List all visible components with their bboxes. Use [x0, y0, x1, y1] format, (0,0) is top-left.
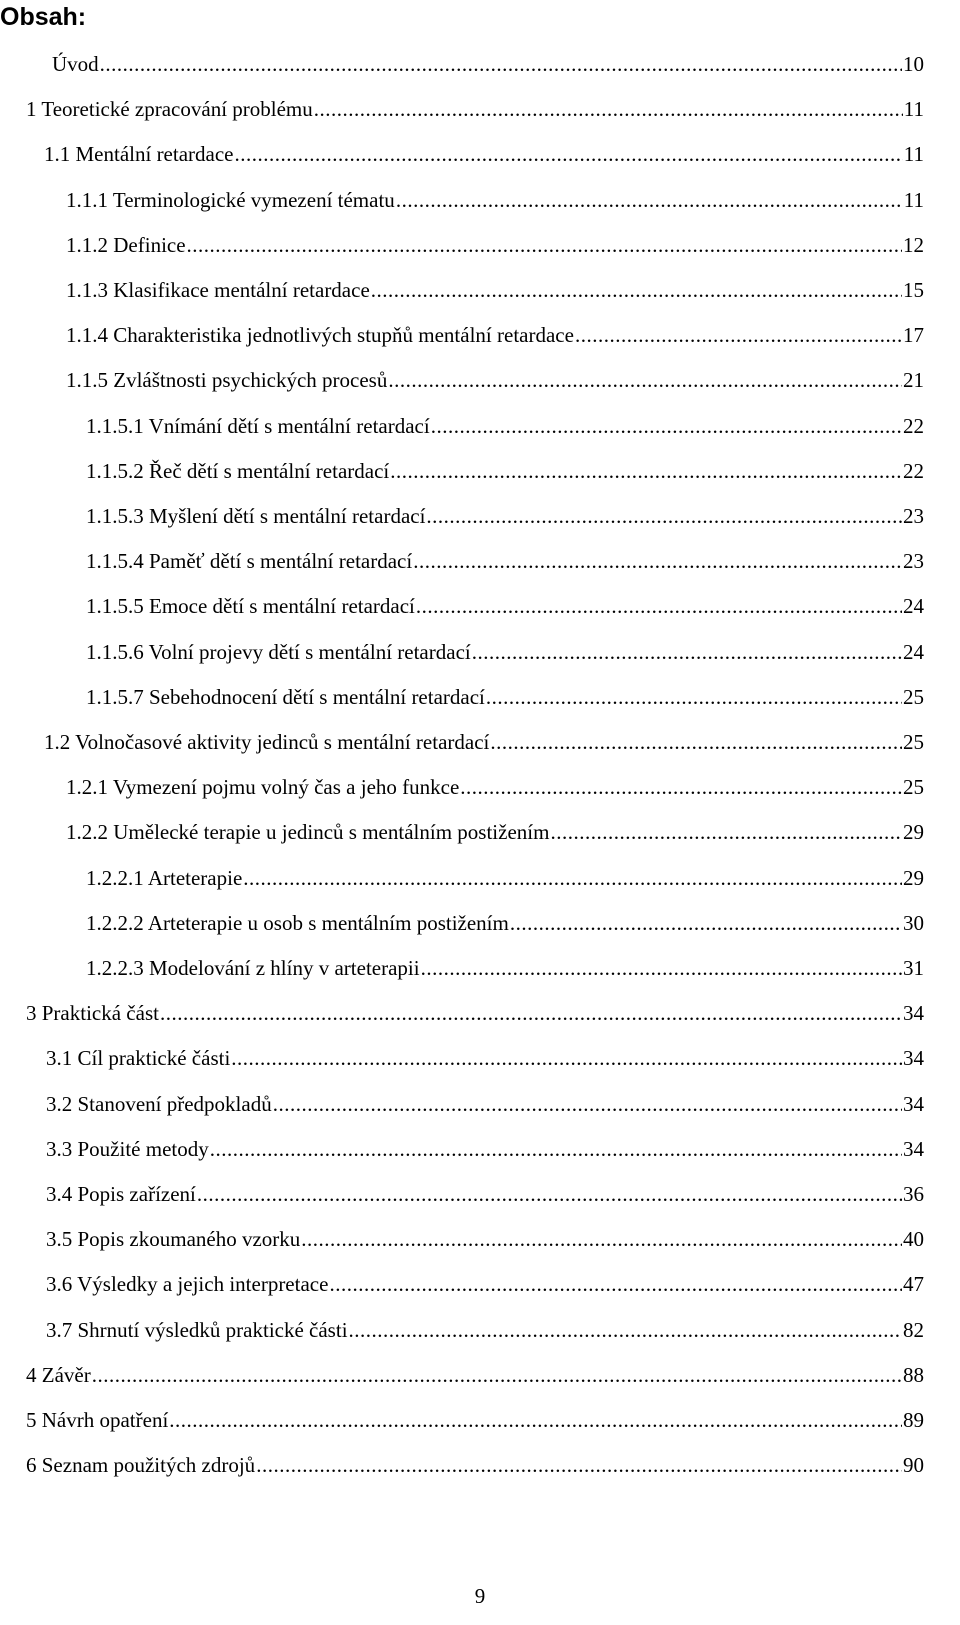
toc-entry[interactable]	[26, 1401, 924, 1433]
toc-entry-title: 3.1 Cíl praktické části	[46, 1046, 231, 1070]
toc-entry-title: 4 Závěr	[26, 1363, 91, 1387]
toc-entry-title: 3 Praktická část	[26, 1001, 159, 1025]
toc-entry[interactable]	[46, 1175, 924, 1207]
toc-entry-title: 1.2.1 Vymezení pojmu volný čas a jeho funkce	[66, 775, 460, 799]
dot-leader	[575, 322, 902, 348]
toc-entry[interactable]	[46, 1265, 924, 1297]
toc-entry-page: 29	[903, 866, 924, 890]
page-number: 9	[474, 1584, 486, 1608]
dot-leader	[160, 1000, 902, 1026]
dot-leader	[329, 1271, 902, 1297]
toc-entry-page: 23	[903, 549, 924, 573]
dot-leader	[349, 1317, 902, 1343]
toc-entry-title: Úvod	[52, 52, 99, 76]
toc-entry-page: 24	[903, 594, 924, 618]
dot-leader	[490, 729, 902, 755]
toc-entry[interactable]	[86, 497, 924, 529]
toc-entry-title: 1.1.5.7 Sebehodnocení dětí s mentální retardací	[86, 685, 485, 709]
toc-entry[interactable]	[86, 587, 924, 619]
dot-leader	[390, 458, 902, 484]
dot-leader	[416, 593, 902, 619]
toc-entry-page: 23	[903, 504, 924, 528]
toc-entry[interactable]	[86, 633, 924, 665]
toc-entry-title: 1.1.5 Zvláštnosti psychických procesů	[66, 368, 388, 392]
toc-entry-title: 1.2.2.2 Arteterapie u osob s mentálním postižením	[86, 911, 509, 935]
toc-entry[interactable]	[26, 1356, 924, 1388]
dot-leader	[100, 51, 902, 77]
toc-entry[interactable]	[86, 678, 924, 710]
dot-leader	[371, 277, 902, 303]
toc-entry-page: 89	[903, 1408, 924, 1432]
dot-leader	[426, 503, 902, 529]
toc-entry[interactable]	[86, 949, 924, 981]
toc-entry-page: 22	[903, 414, 924, 438]
toc-entry-page: 12	[903, 233, 924, 257]
toc-entry[interactable]	[66, 361, 924, 393]
toc-entry-title: 1.1.5.5 Emoce dětí s mentální retardací	[86, 594, 415, 618]
dot-leader	[550, 819, 902, 845]
toc-entry[interactable]	[86, 542, 924, 574]
toc-entry-title: 1.1.5.1 Vnímání dětí s mentální retardací	[86, 414, 430, 438]
dot-leader	[273, 1091, 902, 1117]
toc-entry-title: 1.1.5.4 Paměť dětí s mentální retardací	[86, 549, 413, 573]
toc-entry[interactable]	[66, 271, 924, 303]
toc-entry-page: 82	[903, 1318, 924, 1342]
toc-entry-title: 1.2.2.3 Modelování z hlíny v arteterapii	[86, 956, 420, 980]
toc-entry[interactable]	[26, 90, 924, 122]
toc-entry[interactable]	[52, 45, 924, 77]
toc-entry-page: 31	[903, 956, 924, 980]
toc-heading: Obsah:	[0, 3, 87, 31]
toc-entry-title: 1.2 Volnočasové aktivity jedinců s mentální retardací	[44, 730, 490, 754]
toc-entry[interactable]	[46, 1130, 924, 1162]
dot-leader	[388, 367, 902, 393]
dot-leader	[396, 187, 903, 213]
toc-entry[interactable]	[66, 181, 924, 213]
toc-entry-page: 17	[903, 323, 924, 347]
toc-entry-page: 47	[903, 1272, 924, 1296]
toc-entry-page: 40	[903, 1227, 924, 1251]
dot-leader	[243, 865, 902, 891]
toc-entry[interactable]	[46, 1220, 924, 1252]
toc-entry-page: 25	[903, 775, 924, 799]
toc-entry-page: 25	[903, 730, 924, 754]
toc-entry-title: 3.2 Stanovení předpokladů	[46, 1092, 272, 1116]
dot-leader	[169, 1407, 902, 1433]
toc-entry-page: 34	[903, 1137, 924, 1161]
toc-entry-page: 22	[903, 459, 924, 483]
dot-leader	[231, 1045, 902, 1071]
toc-entry-title: 1.1.2 Definice	[66, 233, 186, 257]
toc-entry-page: 36	[903, 1182, 924, 1206]
toc-entry-page: 25	[903, 685, 924, 709]
dot-leader	[314, 96, 903, 122]
toc-entry[interactable]	[66, 316, 924, 348]
toc-entry[interactable]	[66, 768, 924, 800]
toc-entry-page: 30	[903, 911, 924, 935]
toc-entry[interactable]	[26, 1446, 924, 1478]
toc-entry[interactable]	[46, 1085, 924, 1117]
toc-entry-title: 1.1.1 Terminologické vymezení tématu	[66, 188, 395, 212]
toc-entry[interactable]	[26, 994, 924, 1026]
dot-leader	[510, 910, 902, 936]
toc-entry-title: 1.1.4 Charakteristika jednotlivých stupňů mentální retardace	[66, 323, 574, 347]
dot-leader	[301, 1226, 902, 1252]
toc-entry-page: 29	[903, 820, 924, 844]
dot-leader	[197, 1181, 902, 1207]
toc-entry-title: 1.1.5.3 Myšlení dětí s mentální retardací	[86, 504, 426, 528]
toc-entry-title: 3.4 Popis zařízení	[46, 1182, 196, 1206]
toc-entry[interactable]	[44, 135, 924, 167]
toc-entry[interactable]	[66, 226, 924, 258]
toc-entry-title: 6 Seznam použitých zdrojů	[26, 1453, 256, 1477]
toc-entry-title: 1.1.5.6 Volní projevy dětí s mentální retardací	[86, 640, 471, 664]
toc-entry-page: 21	[903, 368, 924, 392]
toc-entry-title: 1.1.3 Klasifikace mentální retardace	[66, 278, 370, 302]
dot-leader	[486, 684, 902, 710]
toc-entry-title: 5 Návrh opatření	[26, 1408, 169, 1432]
toc-entry-title: 3.5 Popis zkoumaného vzorku	[46, 1227, 301, 1251]
dot-leader	[472, 639, 902, 665]
toc-entry[interactable]	[44, 723, 924, 755]
dot-leader	[413, 548, 902, 574]
toc-entry-page: 11	[903, 142, 924, 166]
toc-entry[interactable]	[86, 407, 924, 439]
dot-leader	[187, 232, 902, 258]
dot-leader	[210, 1136, 902, 1162]
toc-entry-page: 88	[903, 1363, 924, 1387]
toc-entry-title: 3.3 Použité metody	[46, 1137, 209, 1161]
toc-entry-page: 90	[903, 1453, 924, 1477]
toc-entry-page: 15	[903, 278, 924, 302]
dot-leader	[256, 1452, 902, 1478]
dot-leader	[421, 955, 902, 981]
toc-entry-title: 1.2.2 Umělecké terapie u jedinců s mentálním postižením	[66, 820, 550, 844]
toc-entry[interactable]	[86, 859, 924, 891]
dot-leader	[431, 413, 902, 439]
toc-entry-page: 34	[903, 1046, 924, 1070]
toc-entry[interactable]	[66, 813, 924, 845]
toc-entry[interactable]	[46, 1311, 924, 1343]
toc-entry-title: 1.2.2.1 Arteterapie	[86, 866, 243, 890]
toc-entry[interactable]	[86, 452, 924, 484]
toc-entry-page: 10	[903, 52, 924, 76]
toc-entry[interactable]	[86, 904, 924, 936]
toc-entry-title: 3.7 Shrnutí výsledků praktické části	[46, 1318, 348, 1342]
toc-entry-page: 11	[903, 97, 924, 121]
toc-entry-page: 11	[903, 188, 924, 212]
toc-entry-title: 3.6 Výsledky a jejich interpretace	[46, 1272, 329, 1296]
dot-leader	[92, 1362, 902, 1388]
toc-entry-page: 34	[903, 1001, 924, 1025]
toc-entry-page: 24	[903, 640, 924, 664]
dot-leader	[460, 774, 902, 800]
toc-entry-title: 1.1 Mentální retardace	[44, 142, 234, 166]
dot-leader	[235, 141, 903, 167]
toc-entry-title: 1.1.5.2 Řeč dětí s mentální retardací	[86, 459, 390, 483]
toc-entry[interactable]	[46, 1039, 924, 1071]
toc-entry-title: 1 Teoretické zpracování problému	[26, 97, 313, 121]
toc-entry-page: 34	[903, 1092, 924, 1116]
